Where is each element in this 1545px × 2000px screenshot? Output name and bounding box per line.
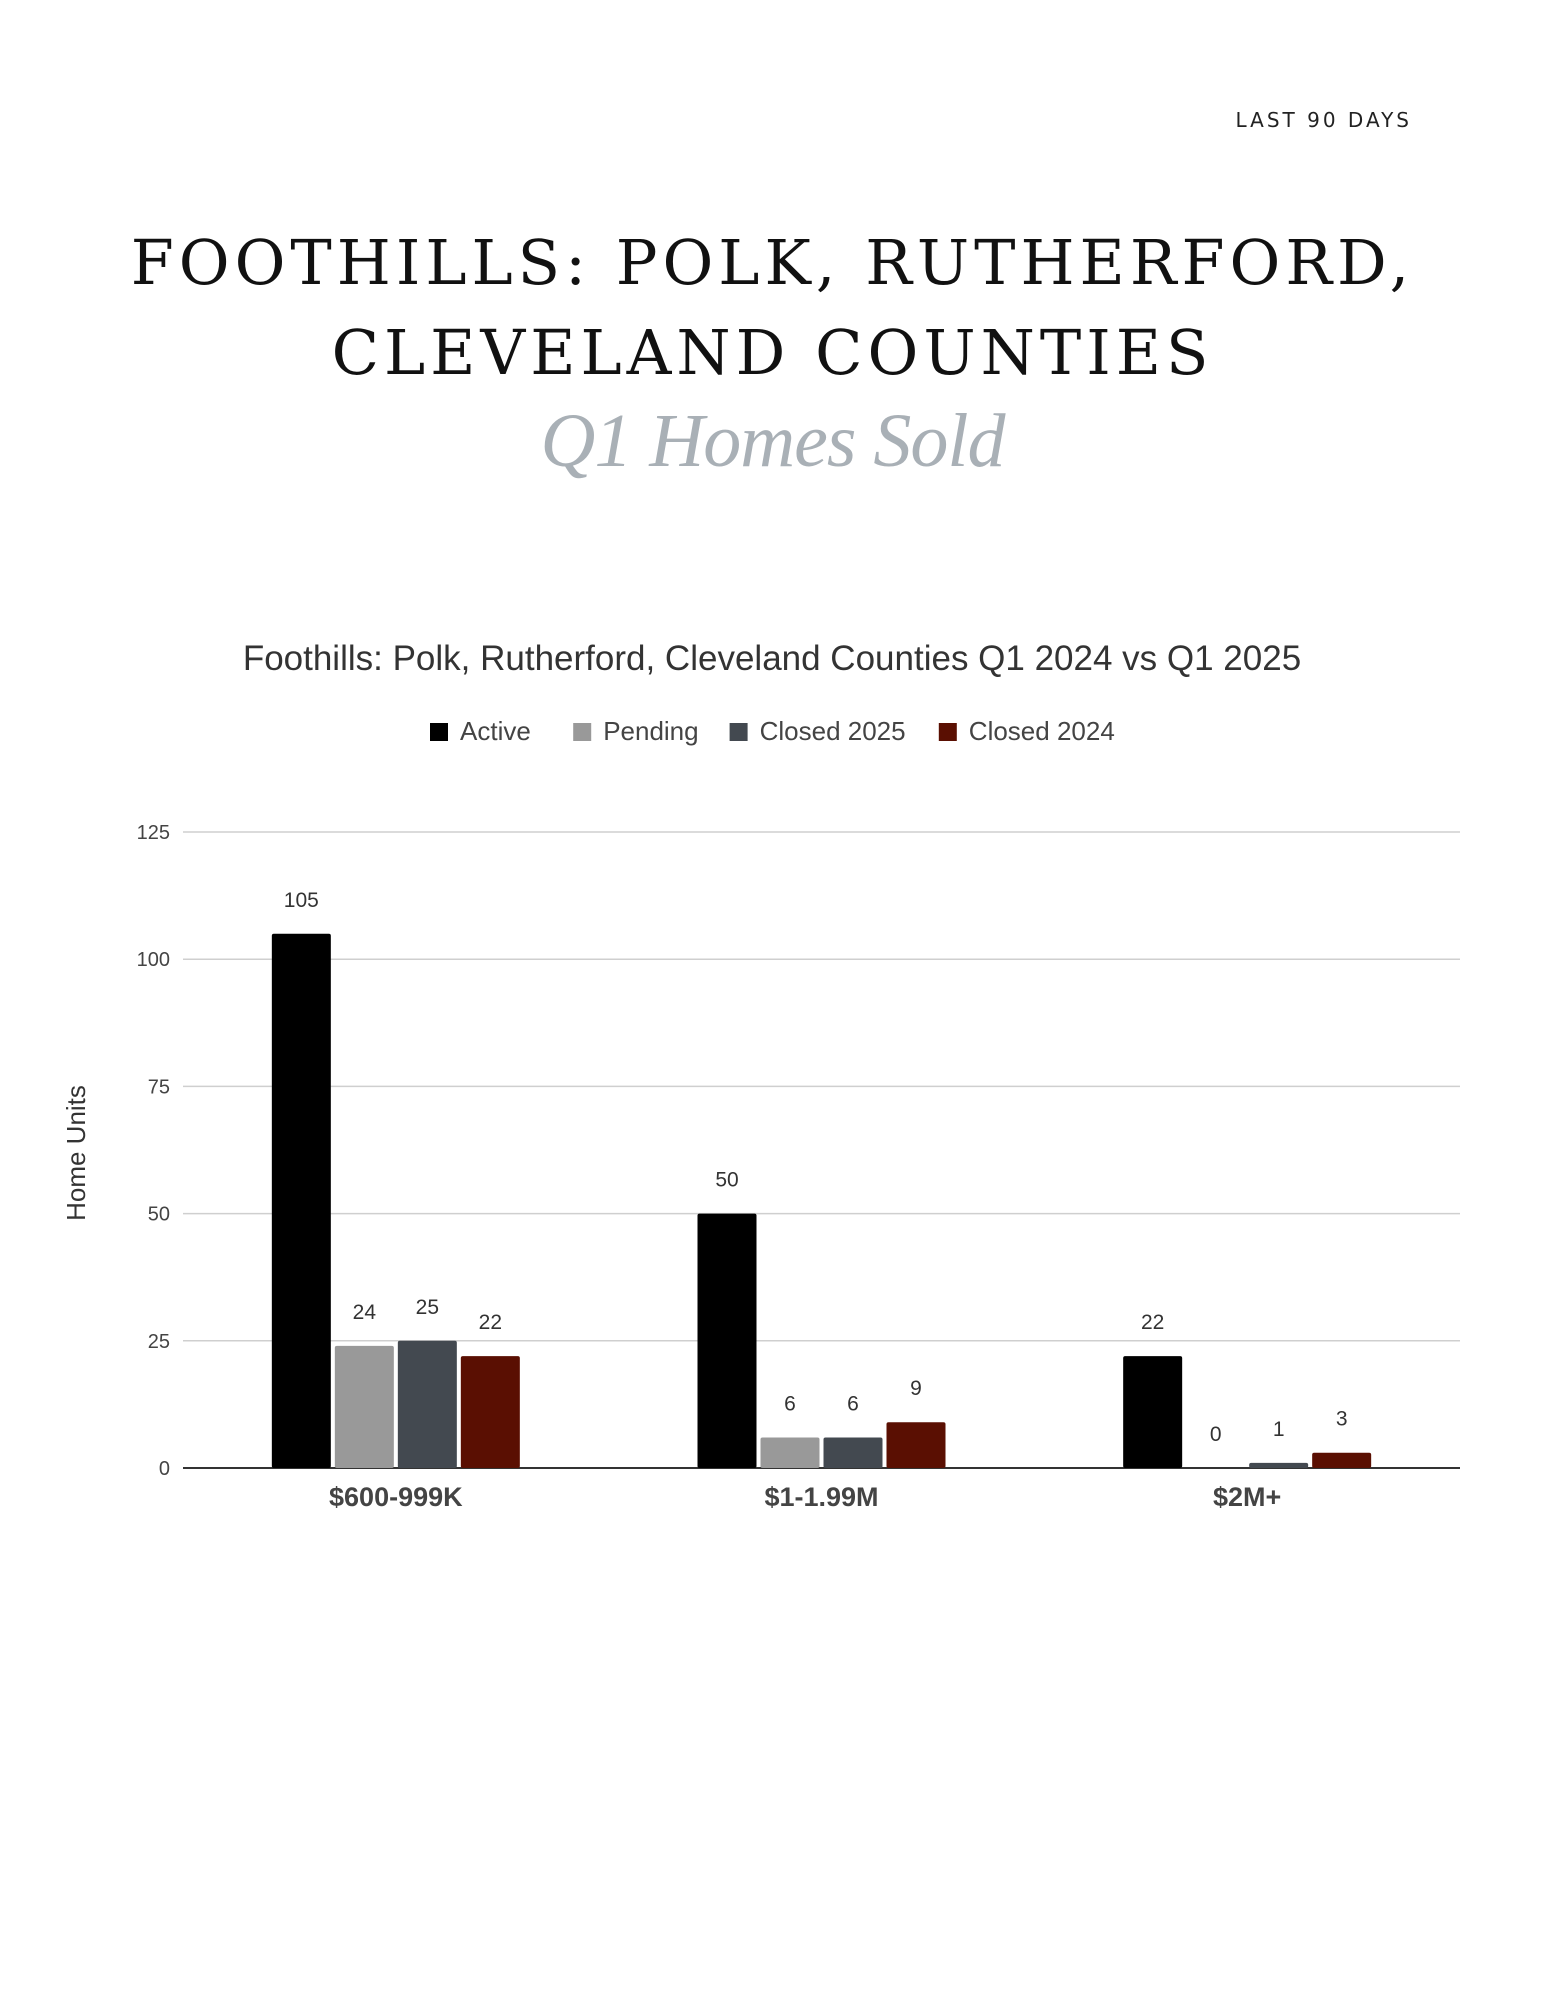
- period-label: LAST 90 DAYS: [1235, 108, 1412, 132]
- bar-0-0: [272, 934, 331, 1468]
- data-label-2-2: 1: [1272, 1417, 1285, 1441]
- bar-2-2: [1249, 1463, 1308, 1468]
- data-label-2-1: 0: [1209, 1423, 1222, 1446]
- legend-label: Pending: [603, 716, 699, 746]
- page-subtitle: Q1 Homes Sold: [540, 399, 1005, 483]
- legend-item-0: [430, 716, 531, 746]
- legend-label: Closed 2025: [759, 716, 906, 746]
- y-axis-ticks: [137, 822, 170, 1480]
- bar-0-3: [461, 1356, 520, 1468]
- data-label-2-3: 3: [1335, 1407, 1348, 1431]
- legend-label: Active: [460, 716, 531, 746]
- x-tick-label: $600-999K: [329, 1482, 463, 1512]
- bar-1-3: [887, 1422, 946, 1468]
- legend-label: Closed 2024: [968, 716, 1115, 746]
- bar-2-3: [1312, 1453, 1371, 1468]
- y-tick-label: 125: [136, 822, 170, 844]
- chart-legend: [430, 716, 1115, 746]
- legend-swatch: [430, 723, 448, 741]
- data-label-0-0: 105: [283, 888, 319, 912]
- y-tick-label: 0: [158, 1458, 170, 1480]
- x-axis-ticks: [329, 1482, 1281, 1512]
- legend-swatch: [730, 723, 748, 741]
- data-label-1-3: 9: [910, 1377, 922, 1401]
- legend-swatch: [573, 723, 591, 741]
- data-label-2-0: 22: [1140, 1311, 1165, 1335]
- legend-item-2: [730, 716, 906, 746]
- data-label-0-2: 25: [415, 1295, 440, 1319]
- bar-chart: [0, 620, 1545, 1560]
- page-title-line-1: FOOTHILLS: POLK, RUTHERFORD,: [130, 226, 1415, 299]
- y-tick-label: 100: [136, 949, 170, 972]
- chart-title: Foothills: Polk, Rutherford, Cleveland Counties Q1 2024 vs Q1 2025: [242, 639, 1302, 678]
- y-tick-label: 50: [147, 1203, 170, 1226]
- y-tick-label: 25: [147, 1330, 170, 1353]
- x-tick-label: $2M+: [1213, 1482, 1282, 1512]
- bar-1-2: [824, 1437, 883, 1468]
- data-label-1-0: 50: [715, 1168, 739, 1192]
- data-label-0-3: 22: [478, 1311, 503, 1335]
- bar-0-1: [335, 1346, 394, 1468]
- page-title: [0, 218, 1545, 398]
- data-label-1-2: 6: [847, 1392, 859, 1416]
- legend-item-3: [939, 716, 1115, 746]
- chart-bars: [272, 934, 1371, 1468]
- y-axis-label: Home Units: [61, 1085, 91, 1221]
- legend-item-1: [573, 716, 698, 746]
- data-label-1-1: 6: [784, 1392, 796, 1416]
- bar-0-2: [398, 1341, 457, 1468]
- x-tick-label: $1-1.99M: [764, 1482, 879, 1512]
- page-title-line-2: CLEVELAND COUNTIES: [331, 316, 1214, 389]
- data-label-0-1: 24: [352, 1300, 377, 1324]
- y-tick-label: 75: [147, 1076, 170, 1099]
- bar-1-0: [698, 1214, 757, 1468]
- bar-2-0: [1123, 1356, 1182, 1468]
- legend-swatch: [939, 723, 957, 741]
- bar-1-1: [761, 1437, 820, 1468]
